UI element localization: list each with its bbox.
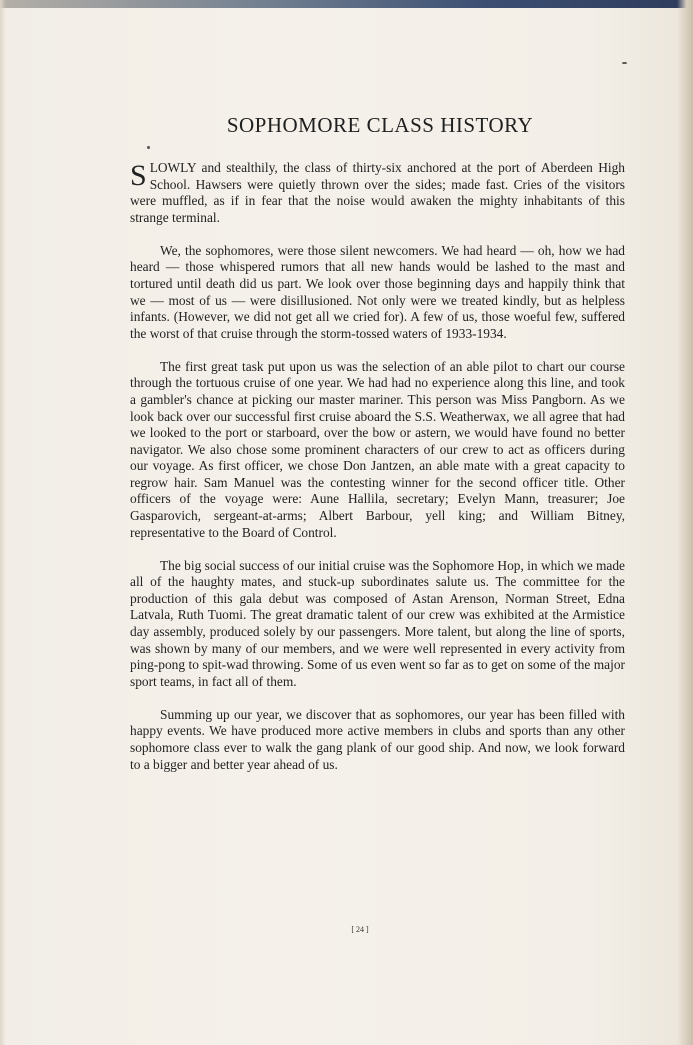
paragraph-4: The big social success of our initial cruise was the Sophomore Hop, in which we made all of the haughty mates, and stuck-up subordinates salute us. The committee for the production of this gala debut was composed of Astan Arenson, Norman Street, Edna Latvala, Ruth Tuomi. The great dramatic talent of our crew was exhibited at the Armistice day assembly, produced solely by our passengers. More talent, but along the line of sports, was shown by many of our members, and we were well represented in every activity from ping-pong to spit-wad throwing. Some of us even went so far as to get on some of the major sport teams, in fact all of them. bbox=[130, 557, 625, 689]
right-page-edge bbox=[677, 0, 693, 1045]
paragraph-1 bbox=[130, 160, 625, 226]
ink-speck bbox=[147, 146, 150, 149]
left-page-edge bbox=[0, 0, 6, 1045]
page-number: [ 24 ] bbox=[351, 925, 369, 934]
top-edge-strip bbox=[0, 0, 693, 8]
article-body bbox=[130, 160, 625, 790]
paragraph-1-text: LOWLY and stealthily, the class of thirty-six anchored at the port of Aberdeen High School. Hawsers were quietly thrown over the sides; made fast. Cries of the visitors were muffled, as if in fear that the noise would awaken the mighty inhabitants of this strange terminal. bbox=[130, 160, 625, 225]
page-title: SOPHOMORE CLASS HISTORY bbox=[226, 113, 534, 137]
paragraph-5: Summing up our year, we discover that as sophomores, our year has been filled with happy events. We have produced more active members in clubs and sports than any other sophomore class ever to walk the gang plank of our good ship. And now, we look forward to a bigger and better year ahead of us. bbox=[130, 706, 625, 772]
paragraph-3: The first great task put upon us was the selection of an able pilot to chart our course through the tortuous cruise of one year. We had had no experience along this line, and took a gambler's chance at picking our master mariner. This person was Miss Pangborn. As we look back over our successful first cruise aboard the S.S. Weatherwax, we all agree that had we looked to the port or starboard, over the bow or astern, we would have found no better navigator. We also chose some prominent characters of our crew to act as officers during our voyage. As first officer, we chose Don Jantzen, an able mate with a great capacity to regrow hair. Sam Manuel was the contesting winner for the second officer title. Other officers of the voyage were: Aune Hallila, secretary; Evelyn Mann, treasurer; Joe Gasparovich, sergeant-at-arms; Albert Barbour, yell king; and William Bitney, representative to the Board of Control. bbox=[130, 358, 625, 540]
ink-speck bbox=[622, 62, 627, 64]
drop-cap-initial: S bbox=[130, 159, 147, 192]
paragraph-2: We, the sophomores, were those silent newcomers. We had heard — oh, how we had heard — those whispered rumors that all new hands would be lashed to the mast and tortured until death did us part. We look over those beginning days and happily think that we — most of us — were disillusioned. Not only were we treated kindly, but as helpless infants. (However, we did not get all we cried for). A few of us, those woeful few, suffered the worst of that cruise through the storm-tossed waters of 1933-1934. bbox=[130, 242, 625, 341]
